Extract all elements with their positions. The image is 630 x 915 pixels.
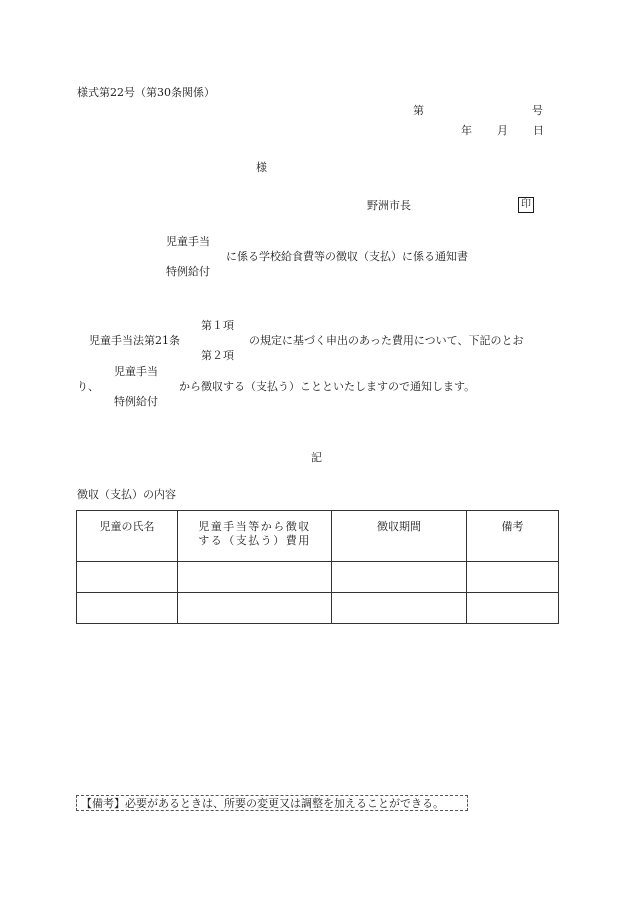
table-row [77,562,559,593]
remarks-note: 【備考】必要があるときは、所要の変更又は調整を加えることができる。 [76,795,468,811]
table-cell[interactable] [178,562,332,593]
collection-table [76,510,559,624]
ki-heading: 記 [311,451,322,464]
law-reference: 児童手当法第21条 [89,334,180,347]
document-number-suffix: 号 [532,104,543,117]
document-number-prefix: 第 [413,104,424,117]
table-cell[interactable] [332,593,467,624]
header-fee [178,511,332,562]
table-cell[interactable] [467,593,559,624]
body-line-1: の規定に基づく申出のあった費用について、下記のとお [249,334,524,347]
table-cell[interactable] [178,593,332,624]
sender-name: 野洲市長 [367,199,411,212]
document-title: に係る学校給食費等の徴収（支払）に係る通知書 [226,250,468,263]
body-line-2-start: り、 [77,380,99,393]
title-option-upper: 児童手当 [166,235,210,248]
table-header-row [77,511,559,562]
allowance-option-upper: 児童手当 [114,365,158,378]
addressee-suffix: 様 [256,161,267,174]
clause-option-upper: 第１項 [201,319,234,332]
table-row [77,593,559,624]
header-fee-line-2: する（支払う）費用 [198,534,311,547]
body-line-2: から徴収する（支払う）ことといたしますので通知します。 [179,380,476,393]
form-number: 様式第22号（第30条関係） [77,86,215,99]
title-option-lower: 特例給付 [166,265,210,278]
header-collection-period: 徴収期間 [332,511,467,562]
seal-mark: 印 [518,197,534,213]
table-cell[interactable] [467,562,559,593]
header-remarks: 備考 [467,511,559,562]
clause-option-lower: 第２項 [201,349,234,362]
table-cell[interactable] [77,593,178,624]
date-year: 年 [461,124,472,137]
allowance-option-lower: 特例給付 [114,395,158,408]
table-cell[interactable] [332,562,467,593]
date-month: 月 [497,124,508,137]
section-title: 徴収（支払）の内容 [77,488,176,501]
table-cell[interactable] [77,562,178,593]
date-day: 日 [533,124,544,137]
header-child-name: 児童の氏名 [77,511,178,562]
header-fee-line-1: 児童手当等から徴収 [198,520,311,533]
